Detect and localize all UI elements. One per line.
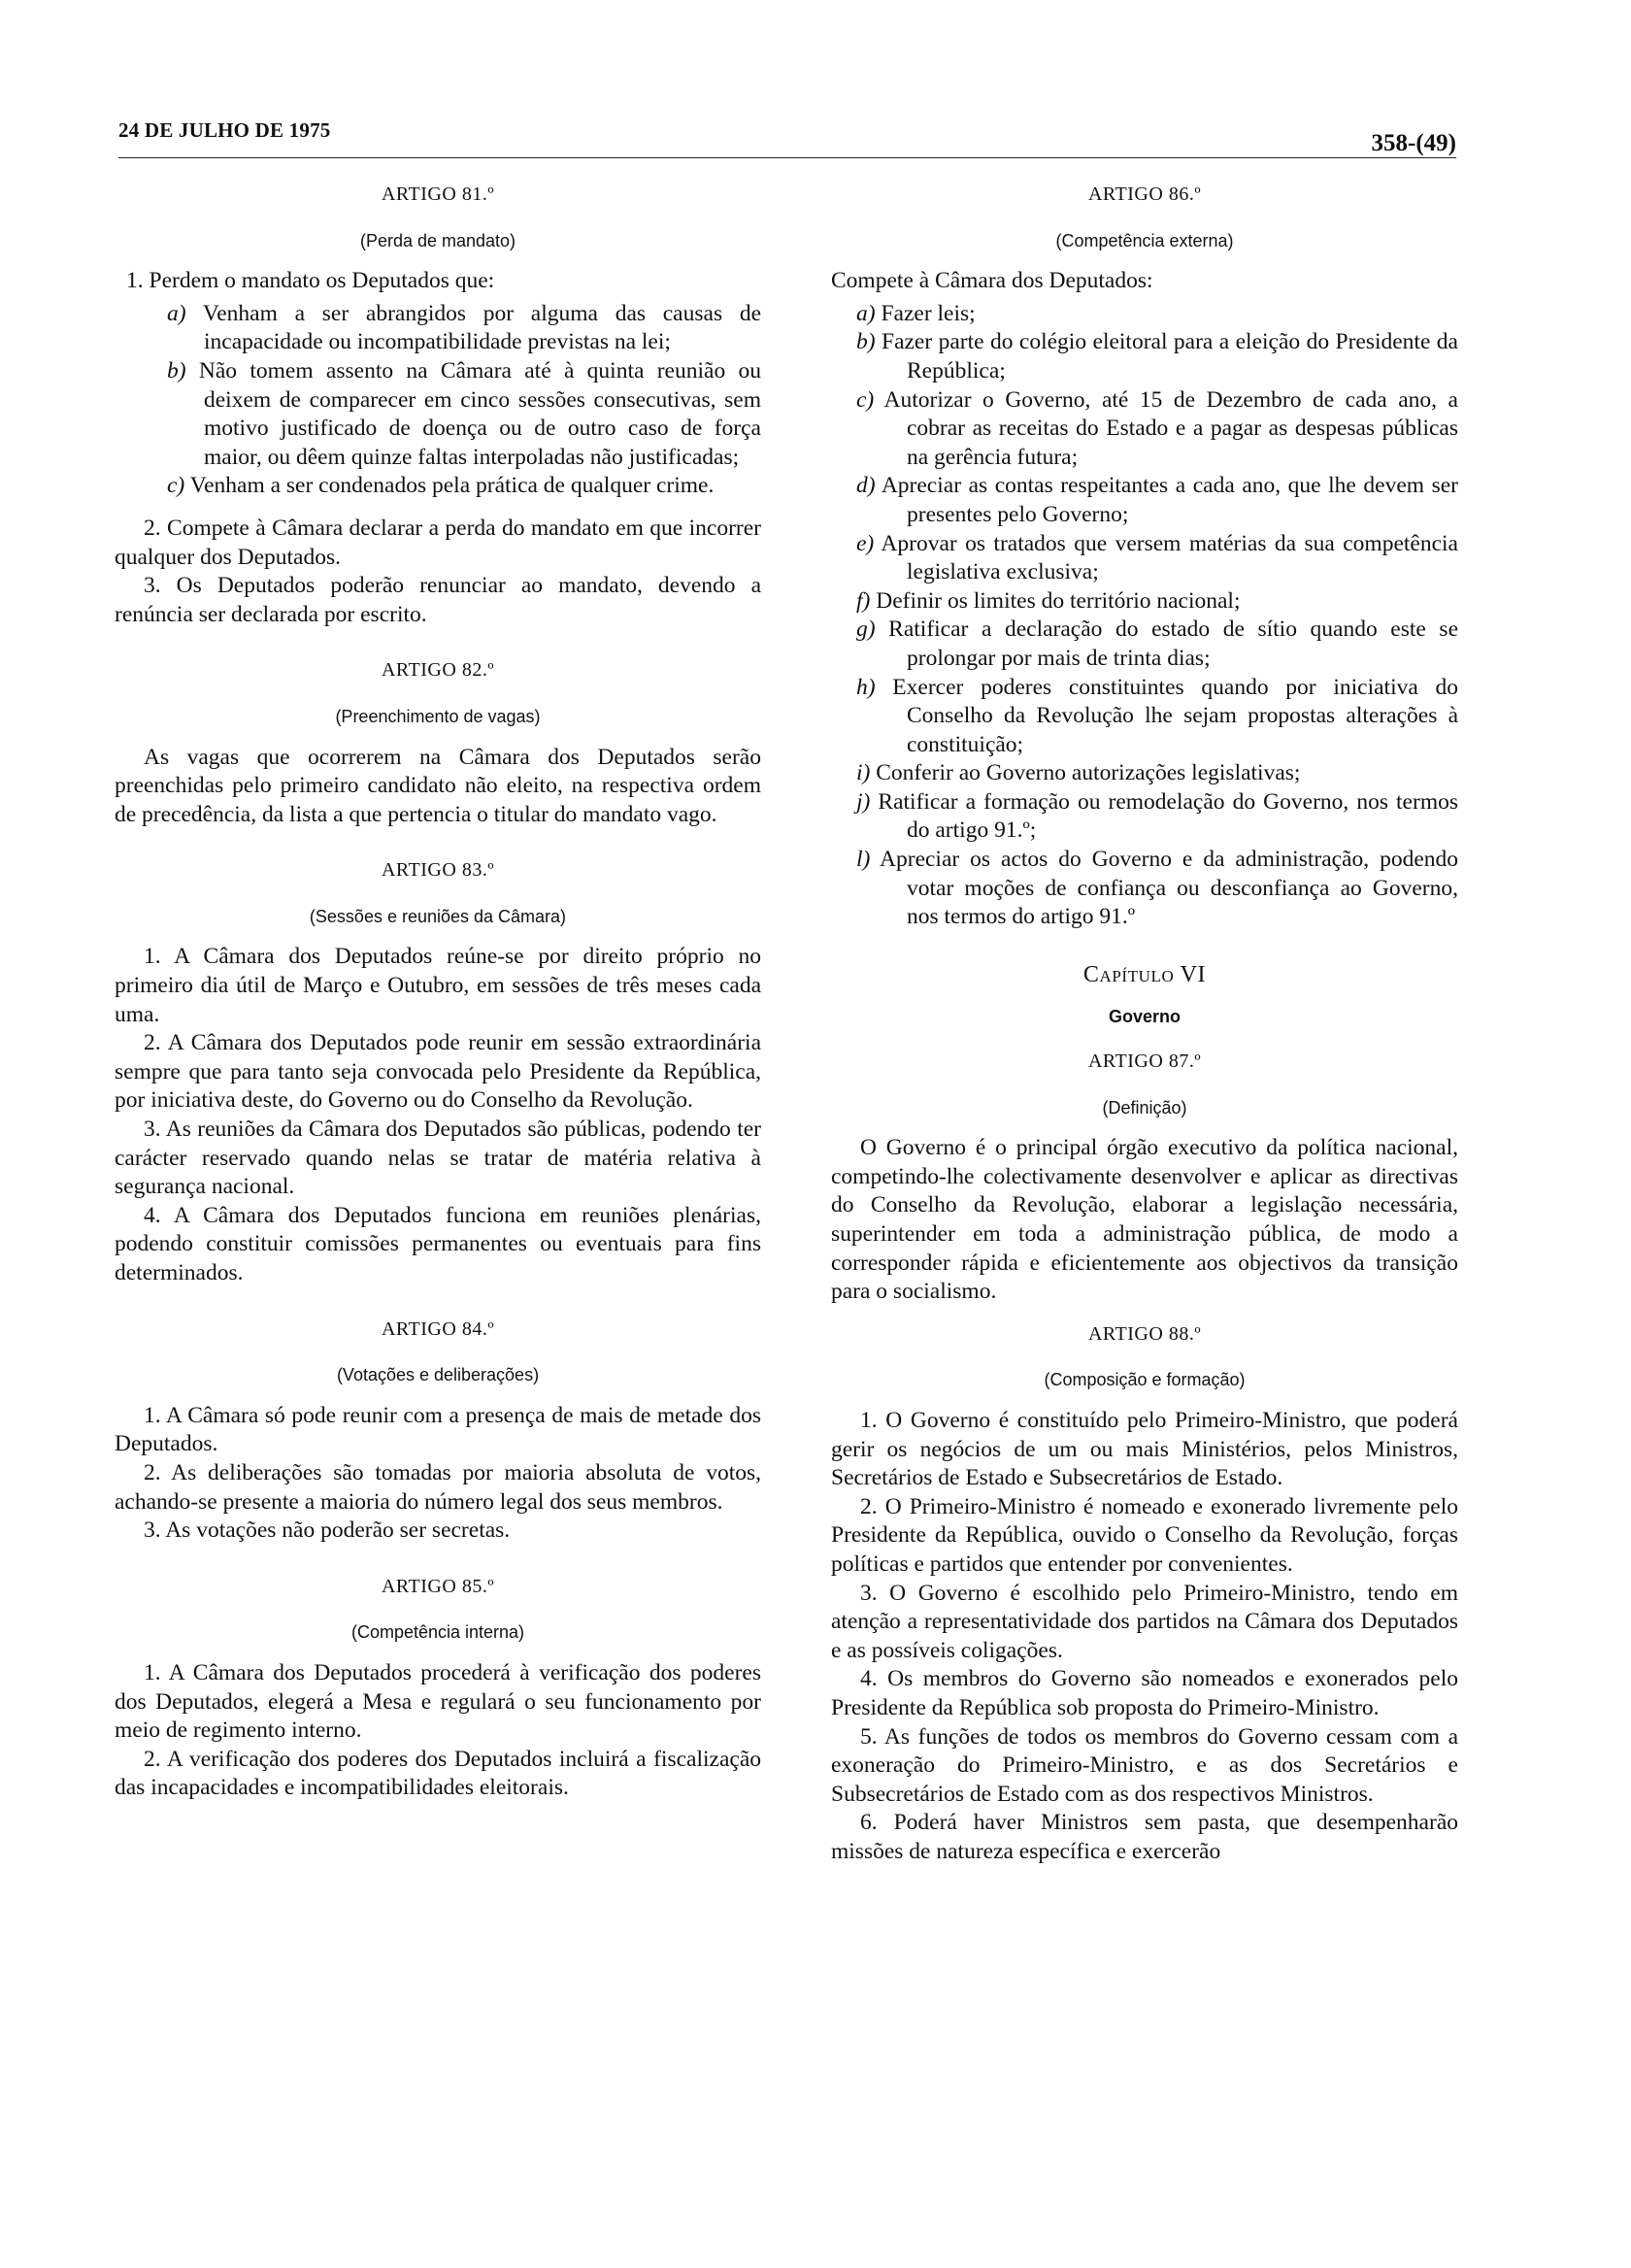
list-item (115, 300, 761, 357)
list-item (831, 386, 1458, 473)
item-label: c) (856, 386, 875, 413)
list-item (831, 788, 1458, 846)
article-title: ARTIGO 86.º (1087, 183, 1202, 205)
article-subtitle: (Preenchimento de vagas) (335, 706, 541, 726)
list-item (831, 759, 1458, 788)
paragraph: 4. Os membros do Governo são nomeados e exonerados pelo Presidente da República sob proposta do Primeiro-Ministro. (831, 1666, 1458, 1720)
paragraph: 2. A Câmara dos Deputados pode reunir em sessão extraordinária sempre que para tanto seja convocada pelo Presidente da República, por iniciativa deste, do Governo ou do Conselho da Revolução. (115, 1030, 761, 1114)
chapter-title: Capítulo VI (1082, 961, 1207, 987)
item-text: Não tomem assento na Câmara até à quinta reunião ou deixem de comparecer em cinco sessões consecutivas, sem motivo justificado de doença ou de outro caso de força maior, ou dêem quinze faltas interpoladas não justificadas; (185, 357, 761, 470)
item-text: Apreciar as contas respeitantes a cada ano, que lhe devem ser presentes pelo Governo; (875, 473, 1458, 527)
item-text: Apreciar os actos do Governo e da administração, podendo votar moções de confiança ou desconfiança ao Governo, nos termos do artigo 91.º (870, 847, 1458, 930)
paragraph: 2. A verificação dos poderes dos Deputados incluirá a fiscalização das incapacidades e incompatibilidades eleitorais. (115, 1746, 761, 1801)
item-label: a) (167, 300, 186, 326)
list-item (831, 472, 1458, 529)
article-subtitle: (Votações e deliberações) (336, 1365, 540, 1385)
paragraph: 4. A Câmara dos Deputados funciona em reuniões plenárias, podendo constituir comissões permanentes ou eventuais para fins determinados. (115, 1202, 761, 1285)
list-item (831, 616, 1458, 673)
article-86 (831, 181, 1458, 932)
item-label: j) (856, 788, 871, 815)
paragraph: 1. O Governo é constituído pelo Primeiro-Ministro, que poderá gerir os negócios de um ou mais Ministérios, pelos Ministros, Secretários de Estado e Subsecretários de Estado. (831, 1407, 1458, 1491)
article-subtitle: (Competência externa) (1055, 230, 1234, 250)
article-88 (831, 1320, 1458, 1867)
item-label: l) (856, 847, 871, 873)
paragraph: Compete à Câmara dos Deputados: (831, 268, 1153, 294)
article-subtitle: (Definição) (1102, 1097, 1187, 1117)
paragraph: 3. As reuniões da Câmara dos Deputados são públicas, podendo ter carácter reservado quando nelas se tratar de matéria relativa à segurança nacional. (115, 1117, 761, 1200)
item-label: g) (856, 617, 876, 643)
item-label: a) (856, 300, 876, 326)
item-text: Definir os limites do território nacional; (870, 587, 1241, 614)
paragraph: O Governo é o principal órgão executivo da política nacional, competindo-lhe colectivamente desenvolver e aplicar as directivas do Conselho da Revolução, elaborar a legislação necessária, superintender em toda a administração pública, de modo a corresponder rápida e eficientemente aos objectivos da transição para o socialismo. (831, 1135, 1458, 1305)
article-title: ARTIGO 85.º (381, 1575, 495, 1597)
list-item (115, 472, 761, 501)
article-title: ARTIGO 81.º (381, 183, 495, 205)
item-label: b) (167, 357, 186, 384)
paragraph: 3. As votações não poderão ser secretas. (144, 1518, 511, 1544)
publication-date: 24 DE JULHO DE 1975 (118, 118, 331, 142)
list-item (831, 300, 1458, 329)
item-text: Venham a ser condenados pela prática de qualquer crime. (184, 473, 715, 499)
chapter-6 (831, 961, 1458, 1032)
item-label: b) (856, 329, 876, 355)
page-number: 358-(49) (1371, 130, 1456, 156)
item-label: f) (856, 587, 871, 614)
article-subtitle: (Competência interna) (350, 1622, 525, 1643)
chapter-name: Governo (1108, 1007, 1181, 1027)
item-text: Ratificar a declaração do estado de sítio quando este se prolongar por mais de trinta dias; (875, 617, 1458, 671)
article-84 (115, 1316, 761, 1546)
article-83 (115, 856, 761, 1287)
right-column (831, 181, 1458, 1866)
article-subtitle: (Perda de mandato) (359, 230, 516, 250)
paragraph: 2. Compete à Câmara declarar a perda do mandato em que incorrer qualquer dos Deputados. (115, 515, 761, 570)
list-item (831, 328, 1458, 385)
paragraph: 2. As deliberações são tomadas por maioria absoluta de votos, achando-se presente a maioria do número legal dos seus membros. (115, 1459, 761, 1515)
article-title: ARTIGO 82.º (381, 659, 495, 682)
article-87 (831, 1048, 1458, 1307)
article-title: ARTIGO 83.º (381, 859, 495, 882)
item-text: Aprovar os tratados que versem matérias da sua competência legislativa exclusiva; (874, 530, 1458, 585)
item-text: Ratificar a formação ou remodelação do Governo, nos termos do artigo 91.º; (870, 788, 1458, 844)
article-title: ARTIGO 84.º (381, 1317, 495, 1340)
item-label: d) (856, 473, 876, 499)
item-text: Fazer leis; (875, 300, 976, 326)
paragraph: 5. As funções de todos os membros do Governo cessam com a exoneração do Primeiro-Ministro, e as dos Secretários e Subsecretários de Estado com as dos respectivos Ministros. (831, 1723, 1458, 1807)
paragraph: As vagas que ocorrerem na Câmara dos Deputados serão preenchidas pelo primeiro candidato não eleito, na respectiva ordem de precedência, da lista a que pertencia o titular do mandato vago. (115, 744, 761, 827)
paragraph: 6. Poderá haver Ministros sem pasta, que desempenharão missões de natureza específica e exercerão (831, 1810, 1458, 1864)
list-item (831, 587, 1458, 617)
item-text: Exercer poderes constituintes quando por iniciativa do Conselho da Revolução lhe sejam propostas alterações à constituição; (875, 674, 1458, 757)
list-item (831, 530, 1458, 587)
paragraph: 1. A Câmara dos Deputados reúne-se por direito próprio no primeiro dia útil de Março e Outubro, em sessões de três meses cada uma. (115, 944, 761, 1027)
item-label: e) (856, 530, 875, 556)
paragraph: 3. O Governo é escolhido pelo Primeiro-Ministro, tendo em atenção a representatividade dos partidos na Câmara dos Deputados e as possíveis coligações. (831, 1580, 1458, 1663)
article-82 (115, 656, 761, 829)
article-title: ARTIGO 88.º (1087, 1322, 1202, 1345)
article-title: ARTIGO 87.º (1087, 1051, 1202, 1073)
paragraph: 1. A Câmara dos Deputados procederá à verificação dos poderes dos Deputados, elegerá a Mesa e regulará o seu funcionamento por meio de regimento interno. (115, 1659, 761, 1744)
article-81 (115, 181, 761, 629)
header-rule (118, 157, 1456, 158)
list-item (831, 674, 1458, 760)
item-label: h) (856, 674, 876, 700)
paragraph: 1. Perdem o mandato os Deputados que: (126, 268, 495, 294)
left-column (115, 181, 761, 1803)
list-item (831, 846, 1458, 932)
article-subtitle: (Sessões e reuniões da Câmara) (309, 906, 567, 926)
paragraph: 1. A Câmara só pode reunir com a presença de mais de metade dos Deputados. (115, 1402, 761, 1457)
list-item (115, 357, 761, 472)
article-85 (115, 1573, 761, 1803)
page-header (118, 115, 1456, 163)
item-label: i) (856, 760, 871, 786)
paragraph: 3. Os Deputados poderão renunciar ao mandato, devendo a renúncia ser declarada por escrito. (115, 573, 761, 627)
paragraph: 2. O Primeiro-Ministro é nomeado e exonerado livremente pelo Presidente da República, ouvido o Conselho da Revolução, forças políticas e partidos que entender por convenientes. (831, 1493, 1458, 1577)
article-subtitle: (Composição e formação) (1044, 1370, 1246, 1390)
item-text: Autorizar o Governo, até 15 de Dezembro de cada ano, a cobrar as receitas do Estado e a pagar as despesas públicas na gerência futura; (874, 386, 1458, 470)
item-text: Venham a ser abrangidos por alguma das causas de incapacidade ou incompatibilidade previstas na lei; (185, 300, 761, 355)
item-text: Fazer parte do colégio eleitoral para a eleição do Presidente da República; (875, 329, 1458, 384)
item-text: Conferir ao Governo autorizações legislativas; (870, 760, 1301, 786)
item-label: c) (167, 473, 185, 499)
